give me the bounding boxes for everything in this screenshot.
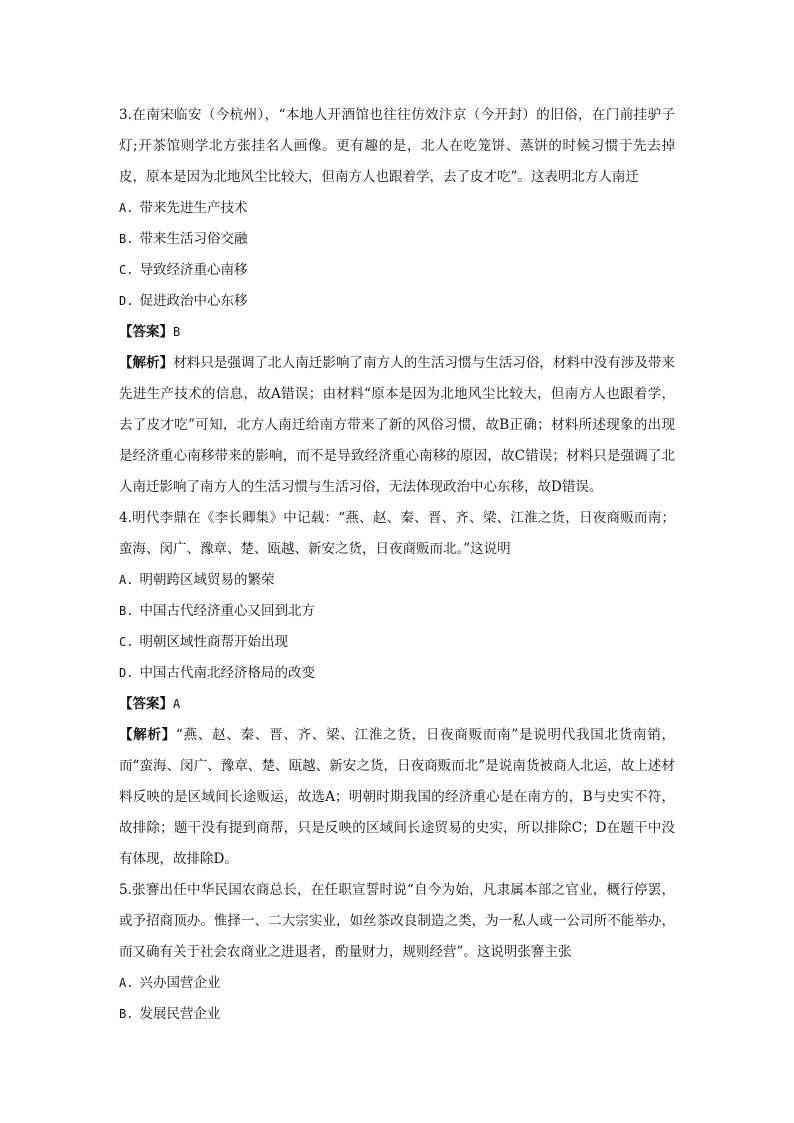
option-text: 促进政治中心东移 — [139, 293, 248, 309]
option-letter: C. — [119, 263, 134, 277]
option-c — [119, 255, 675, 286]
option-text: 发展民营企业 — [139, 1006, 221, 1022]
analysis-label: 【解析】 — [119, 355, 174, 371]
answer — [119, 317, 675, 348]
option-a — [119, 565, 675, 596]
question-stem: 3.在南宋临安（今杭州），“本地人开酒馆也往往仿效汴京（今开封）的旧俗，在门前挂驴子灯;开茶馆则学北方张挂名人画像。更有趣的是，北人在吃笼饼、蒸饼的时候习惯于先去掉皮，原本是因为北地风尘比较大，但南方人也跟着学，去了皮才吃”。这表明北方人南迁 — [119, 107, 675, 185]
question-4 — [119, 503, 675, 875]
analysis-label: 【解析】 — [119, 727, 176, 743]
option-text: 明朝跨区域贸易的繁荣 — [139, 572, 275, 588]
question-3 — [119, 100, 675, 503]
question-5 — [119, 875, 675, 1030]
answer-label: 【答案】 — [119, 324, 173, 340]
option-letter: B. — [119, 232, 134, 246]
answer-value: B — [173, 325, 181, 339]
option-letter: B. — [119, 604, 134, 618]
option-b — [119, 999, 675, 1030]
option-text: 中国古代经济重心又回到北方 — [139, 603, 315, 619]
question-stem: 4.明代李鼎在《李长卿集》中记载：“燕、赵、秦、晋、齐、梁、江淮之货，日夜商贩而南；蛮海、闵广、豫章、楚、瓯越、新安之货，日夜商贩而北。”这说明 — [119, 510, 675, 557]
option-letter: A. — [119, 573, 134, 587]
analysis — [119, 720, 675, 875]
option-d — [119, 658, 675, 689]
answer — [119, 689, 675, 720]
option-letter: A. — [119, 201, 134, 215]
option-a — [119, 968, 675, 999]
option-text: 带来生活习俗交融 — [139, 231, 248, 247]
option-text: 明朝区域性商帮开始出现 — [139, 634, 288, 650]
option-d — [119, 286, 675, 317]
option-c — [119, 627, 675, 658]
option-b — [119, 224, 675, 255]
option-letter: C. — [119, 635, 134, 649]
option-text: 中国古代南北经济格局的改变 — [139, 665, 315, 681]
option-letter: A. — [119, 976, 134, 990]
option-b — [119, 596, 675, 627]
analysis-text: 材料只是强调了北人南迁影响了南方人的生活习惯与生活习俗，材料中没有涉及带来先进生产技术的信息，故A错误；由材料“原本是因为北地风尘比较大，但南方人也跟着学，去了皮才吃”可知，北方人南迁给南方带来了新的风俗习惯，故B正确；材料所述现象的出现是经济重心南移带来的影响，而不是导致经济重心南移的原因，故C错误；材料只是强调了北人南迁影响了南方人的生活习惯与生活习俗，无法体现政治中心东移，故D错误。 — [119, 355, 675, 495]
option-text: 导致经济重心南移 — [139, 262, 248, 278]
option-a — [119, 193, 675, 224]
option-letter: D. — [119, 294, 134, 308]
option-letter: B. — [119, 1007, 134, 1021]
document-page — [119, 100, 675, 1030]
option-text: 带来先进生产技术 — [139, 200, 248, 216]
answer-value: A — [173, 697, 181, 711]
analysis — [119, 348, 675, 503]
answer-label: 【答案】 — [119, 696, 173, 712]
option-text: 兴办国营企业 — [139, 975, 221, 991]
option-letter: D. — [119, 666, 134, 680]
analysis-text: “燕、赵、秦、晋、齐、梁、江淮之货，日夜商贩而南”是说明代我国北货南销，而“蛮海、闵广、豫章、楚、瓯越、新安之货，日夜商贩而北”是说南货被商人北运，故上述材料反映的是区域间长途贩运，故选A；明朝时期我国的经济重心是在南方的，B与史实不符，故排除；题干没有提到商帮，只是反映的区域间长途贸易的史实，所以排除C；D在题干中没有体现，故排除D。 — [119, 727, 675, 867]
question-stem: 5.张謇出任中华民国农商总长，在任职宣誓时说“自今为始，凡隶属本部之官业，概行停罢，或予招商顶办。惟择一、二大宗实业，如丝茶改良制造之类，为一私人或一公司所不能举办，而又确有关于社会农商业之进退者，酌量财力，规则经营”。这说明张謇主张 — [119, 882, 675, 960]
